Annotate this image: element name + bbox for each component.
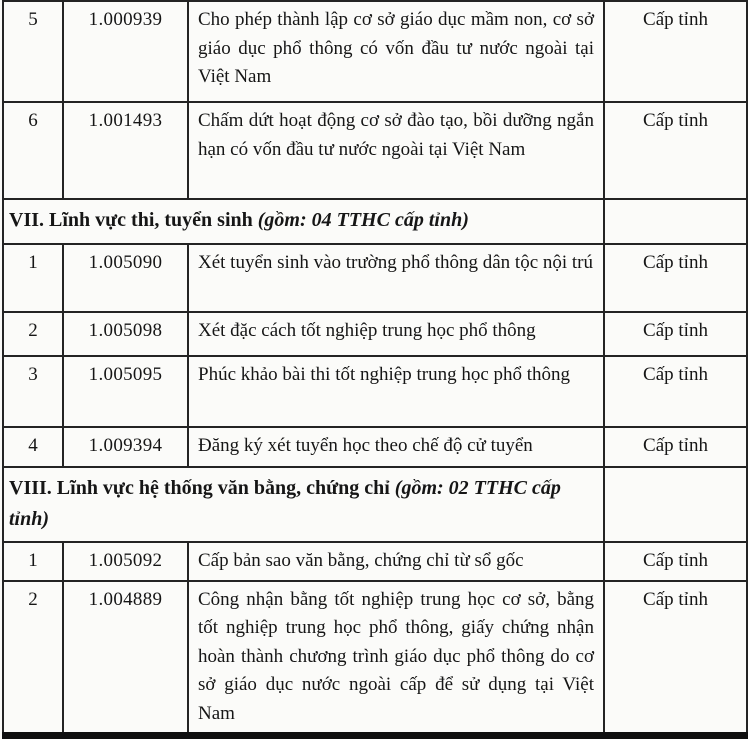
section-title-detail: (gồm: 04 TTHC cấp tỉnh) bbox=[257, 209, 469, 231]
procedure-code-cell: 1.005090 bbox=[63, 244, 188, 312]
table-row bbox=[3, 581, 747, 736]
procedure-name-cell: Xét tuyển sinh vào trường phổ thông dân tộc nội trú bbox=[188, 244, 604, 312]
admin-level-cell: Cấp tỉnh bbox=[604, 1, 747, 102]
section-header-row bbox=[3, 199, 747, 244]
table-row bbox=[3, 356, 747, 427]
procedure-code-cell: 1.005095 bbox=[63, 356, 188, 427]
section-title: VII. Lĩnh vực thi, tuyển sinh bbox=[9, 209, 258, 231]
section-title-cell bbox=[3, 467, 604, 542]
procedure-code-cell: 1.005092 bbox=[63, 542, 188, 581]
row-number-cell: 4 bbox=[3, 427, 63, 467]
table-row bbox=[3, 312, 747, 356]
procedure-name-cell: Chấm dứt hoạt động cơ sở đào tạo, bồi dưỡng ngắn hạn có vốn đầu tư nước ngoài tại Việt Nam bbox=[188, 102, 604, 199]
table-row bbox=[3, 102, 747, 199]
admin-level-cell: Cấp tỉnh bbox=[604, 102, 747, 199]
procedure-name-cell: Cấp bản sao văn bằng, chứng chỉ từ sổ gốc bbox=[188, 542, 604, 581]
procedure-name-cell: Xét đặc cách tốt nghiệp trung học phổ thông bbox=[188, 312, 604, 356]
table-row bbox=[3, 1, 747, 102]
section-header-row bbox=[3, 467, 747, 542]
admin-level-cell: Cấp tỉnh bbox=[604, 356, 747, 427]
row-number-cell: 2 bbox=[3, 312, 63, 356]
admin-level-cell: Cấp tỉnh bbox=[604, 244, 747, 312]
table-row bbox=[3, 427, 747, 467]
section-title: VIII. Lĩnh vực hệ thống văn bằng, chứng chỉ bbox=[9, 477, 395, 499]
empty-level-cell bbox=[604, 199, 747, 244]
table-row bbox=[3, 244, 747, 312]
row-number-cell: 1 bbox=[3, 244, 63, 312]
procedure-name-cell: Công nhận bằng tốt nghiệp trung học cơ sở, bằng tốt nghiệp trung học phổ thông, giấy chứng nhận hoàn thành chương trình giáo dục phổ thông do cơ sở giáo dục nước ngoài cấp để sử dụng tại Việt Nam bbox=[188, 581, 604, 736]
row-number-cell: 3 bbox=[3, 356, 63, 427]
admin-level-cell: Cấp tỉnh bbox=[604, 542, 747, 581]
procedure-name-cell: Phúc khảo bài thi tốt nghiệp trung học phổ thông bbox=[188, 356, 604, 427]
procedure-code-cell: 1.009394 bbox=[63, 427, 188, 467]
procedure-name-cell: Đăng ký xét tuyển học theo chế độ cử tuyển bbox=[188, 427, 604, 467]
procedure-code-cell: 1.001493 bbox=[63, 102, 188, 199]
admin-level-cell: Cấp tỉnh bbox=[604, 312, 747, 356]
section-title-cell bbox=[3, 199, 604, 244]
administrative-procedures-table bbox=[2, 0, 748, 739]
table-row bbox=[3, 542, 747, 581]
procedure-code-cell: 1.005098 bbox=[63, 312, 188, 356]
procedure-name-cell: Cho phép thành lập cơ sở giáo dục mầm non, cơ sở giáo dục phổ thông có vốn đầu tư nước ngoài tại Việt Nam bbox=[188, 1, 604, 102]
row-number-cell: 5 bbox=[3, 1, 63, 102]
procedure-code-cell: 1.004889 bbox=[63, 581, 188, 736]
empty-level-cell bbox=[604, 467, 747, 542]
admin-level-cell: Cấp tỉnh bbox=[604, 427, 747, 467]
row-number-cell: 2 bbox=[3, 581, 63, 736]
admin-level-cell: Cấp tỉnh bbox=[604, 581, 747, 736]
row-number-cell: 6 bbox=[3, 102, 63, 199]
section-title-detail: (gồm: 02 TTHC cấp tỉnh) bbox=[9, 477, 561, 530]
row-number-cell: 1 bbox=[3, 542, 63, 581]
procedure-code-cell: 1.000939 bbox=[63, 1, 188, 102]
